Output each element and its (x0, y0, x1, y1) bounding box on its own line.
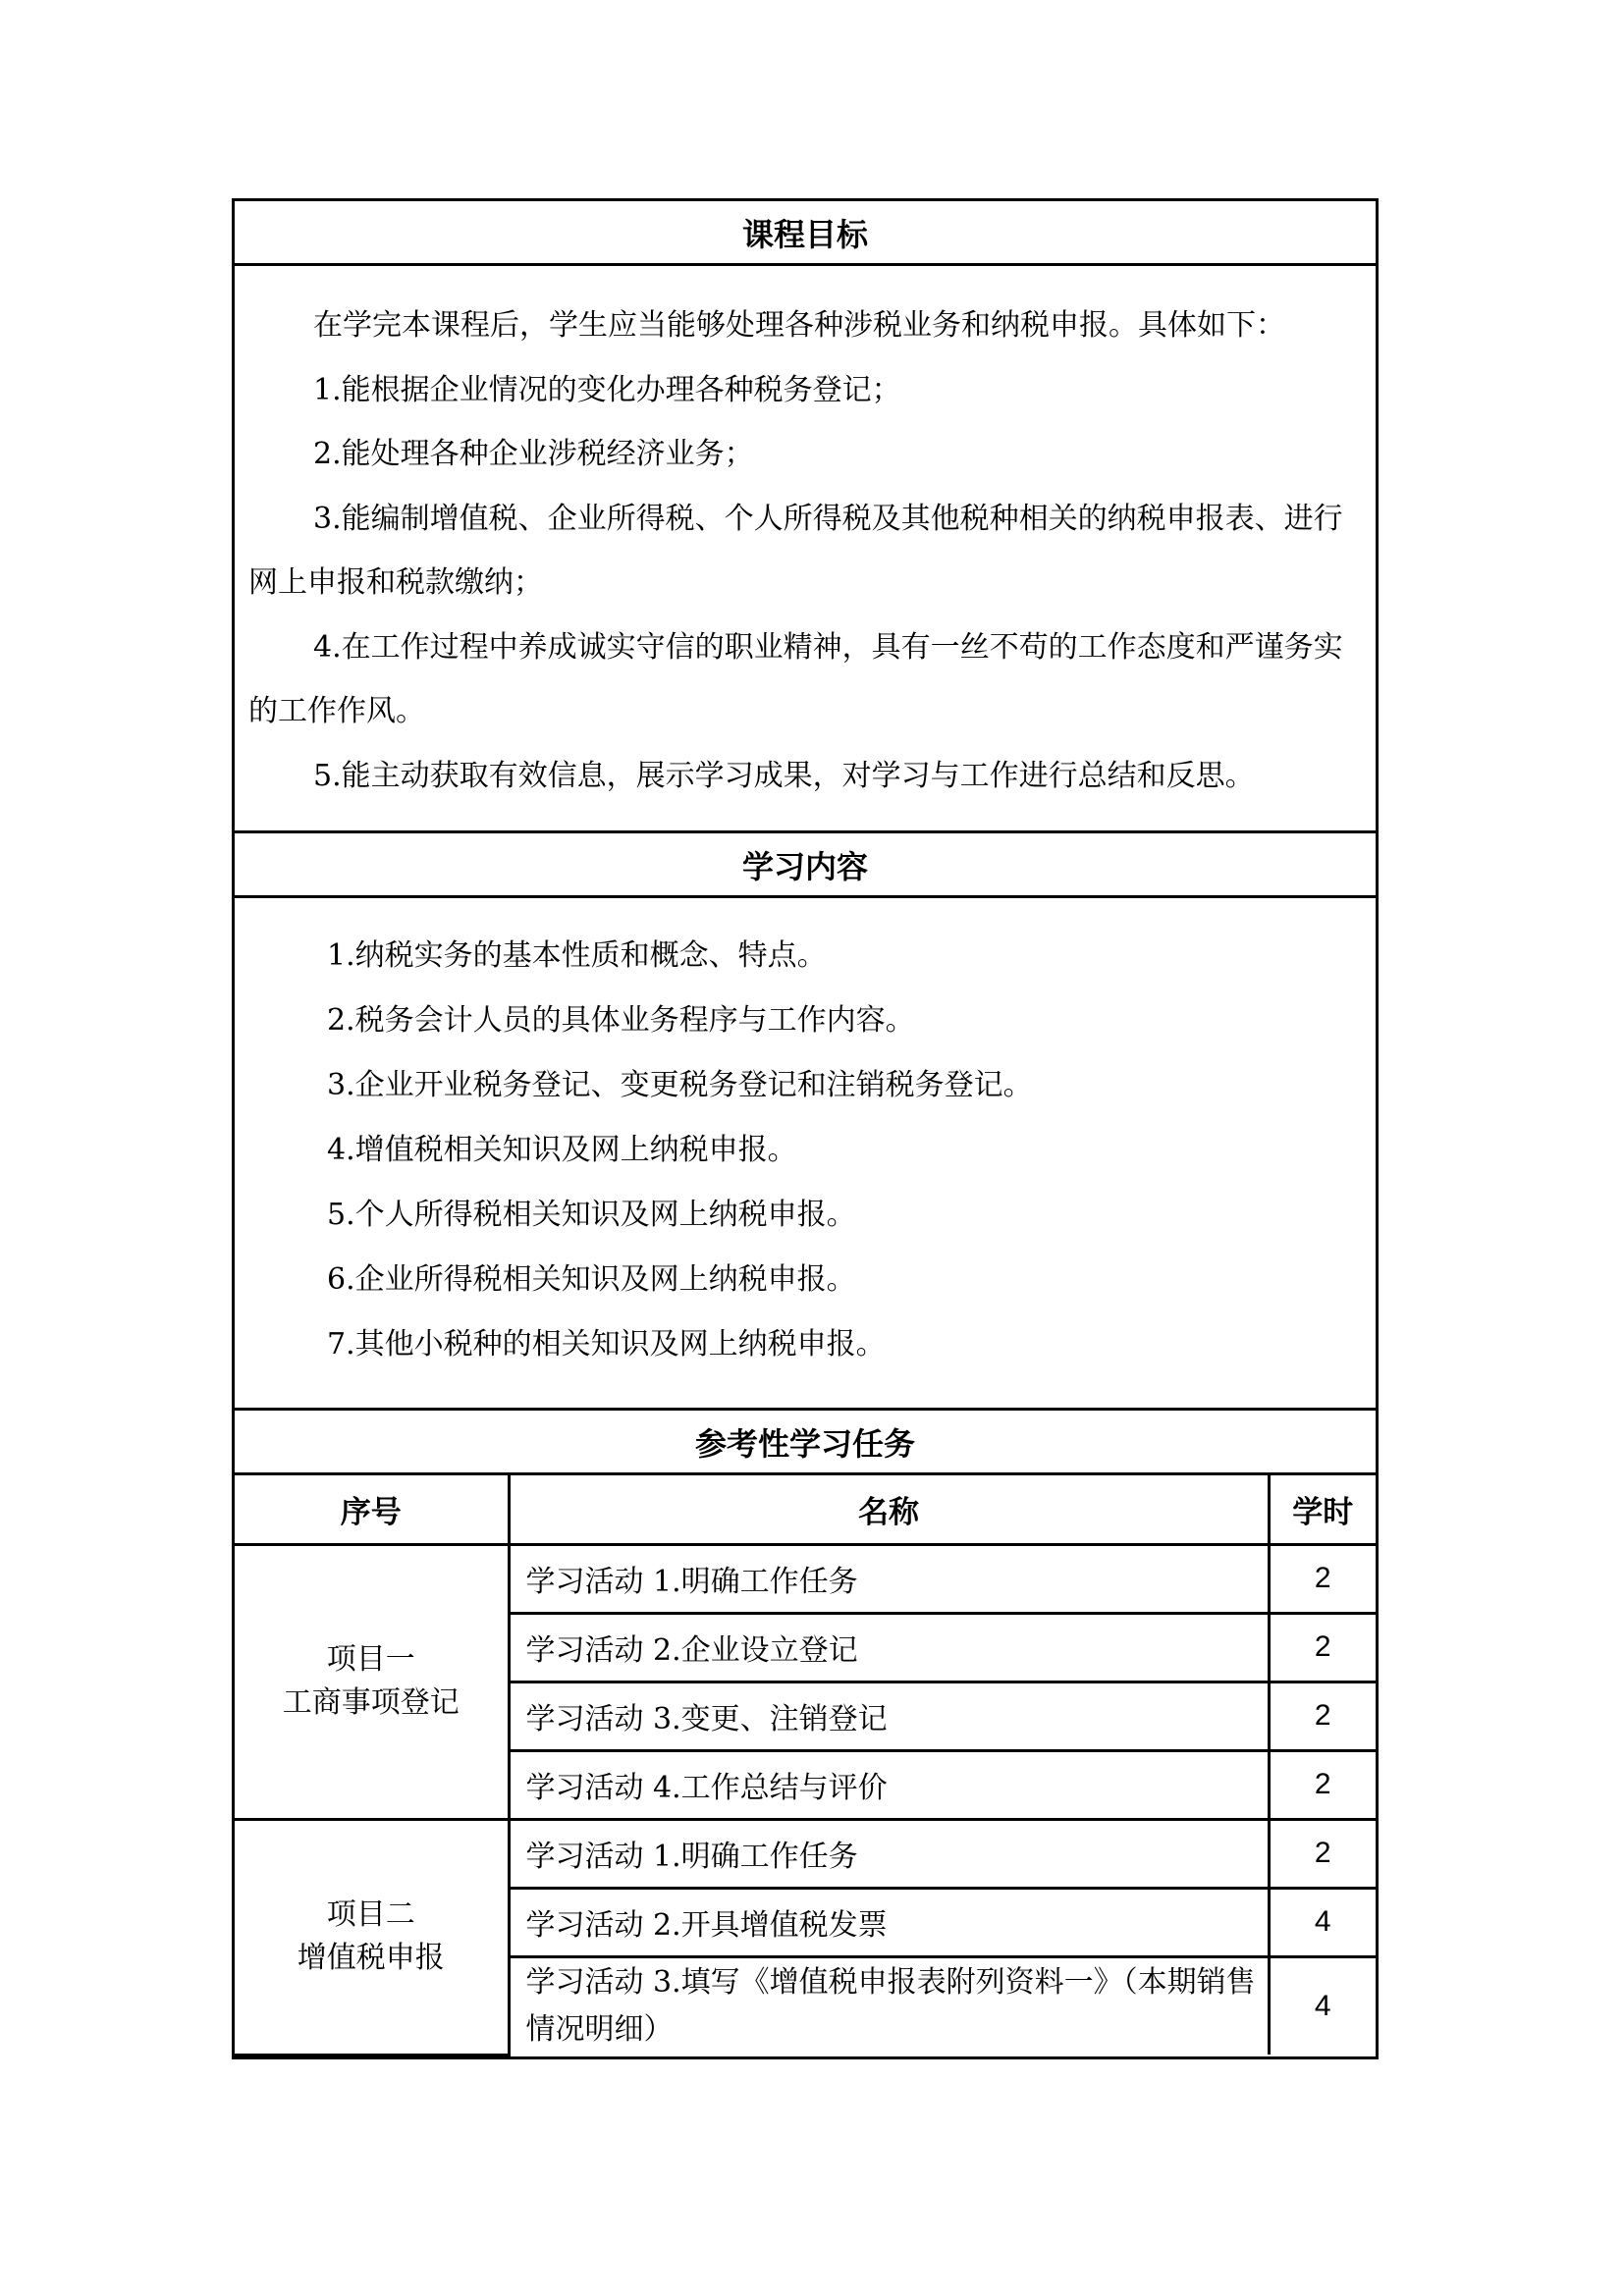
goal-item: 1.能根据企业情况的变化办理各种税务登记； (313, 372, 901, 407)
activity-name: 学习活动 2.企业设立登记 (509, 1613, 1269, 1682)
activity-name: 学习活动 4.工作总结与评价 (509, 1750, 1269, 1819)
activity-name: 学习活动 2.开具增值税发票 (509, 1888, 1269, 1956)
content-item: 4.增值税相关知识及网上纳税申报。 (327, 1133, 797, 1167)
activity-name: 学习活动 1.明确工作任务 (509, 1819, 1269, 1888)
goal-item: 4.在工作过程中养成诚实守信的职业精神，具有一丝不苟的工作态度和严谨务实的工作作风。 (248, 629, 1343, 728)
content-item: 3.企业开业税务登记、变更税务登记和注销税务登记。 (327, 1068, 1033, 1102)
contents-title: 学习内容 (235, 833, 1376, 898)
goal-item: 5.能主动获取有效信息，展示学习成果，对学习与工作进行总结和反思。 (313, 758, 1255, 793)
content-item: 1.纳税实务的基本性质和概念、特点。 (327, 938, 827, 973)
goal-item: 2.能处理各种企业涉税经济业务； (313, 437, 754, 471)
activity-hours: 2 (1269, 1544, 1376, 1613)
content-item: 7.其他小税种的相关知识及网上纳税申报。 (327, 1327, 886, 1362)
tasks-title: 参考性学习任务 (235, 1411, 1376, 1475)
goal-item: 3.能编制增值税、企业所得税、个人所得税及其他税种相关的纳税申报表、进行网上申报和税款缴纳； (248, 501, 1343, 600)
goals-intro: 在学完本课程后，学生应当能够处理各种涉税业务和纳税申报。具体如下： (313, 308, 1285, 343)
activity-hours: 2 (1269, 1682, 1376, 1750)
content-item: 5.个人所得税相关知识及网上纳税申报。 (327, 1198, 856, 1232)
content-item: 2.税务会计人员的具体业务程序与工作内容。 (327, 1003, 915, 1038)
table-row (235, 1544, 1376, 1613)
header-hours: 学时 (1269, 1475, 1376, 1544)
contents-body (235, 898, 1376, 1411)
activity-name: 学习活动 3.变更、注销登记 (509, 1682, 1269, 1750)
content-item: 6.企业所得税相关知识及网上纳税申报。 (327, 1262, 856, 1297)
activity-hours: 2 (1269, 1613, 1376, 1682)
project-cell (235, 1544, 509, 1819)
activity-hours: 4 (1269, 1888, 1376, 1956)
project-label: 增值税申报 (297, 1941, 445, 1975)
activity-hours: 2 (1269, 1750, 1376, 1819)
activity-name: 学习活动 1.明确工作任务 (509, 1544, 1269, 1613)
table-row (235, 1819, 1376, 1888)
course-table (232, 198, 1379, 2059)
header-no: 序号 (235, 1475, 509, 1544)
tasks-table (235, 1475, 1376, 2056)
project-label: 项目一 (326, 1642, 415, 1677)
goals-body (235, 266, 1376, 833)
project-label: 工商事项登记 (282, 1685, 460, 1720)
goals-title: 课程目标 (235, 201, 1376, 266)
header-name: 名称 (509, 1475, 1269, 1544)
project-cell (235, 1819, 509, 2055)
activity-hours: 2 (1269, 1819, 1376, 1888)
activity-hours: 4 (1269, 1956, 1376, 2055)
project-label: 项目二 (326, 1897, 415, 1932)
activity-name: 学习活动 3.填写《增值税申报表附列资料一》（本期销售情况明细） (509, 1956, 1269, 2055)
